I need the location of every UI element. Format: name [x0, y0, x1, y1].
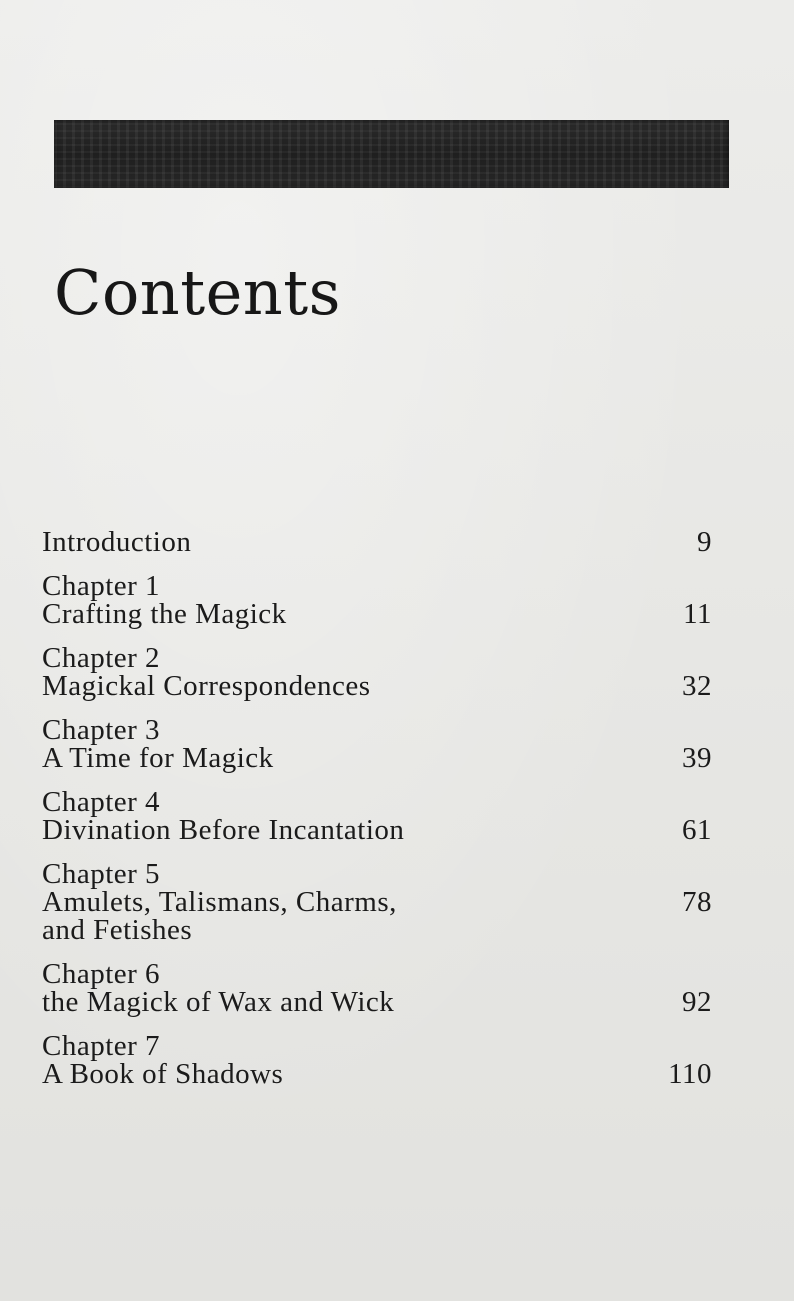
toc-entry-introduction: [42, 528, 718, 556]
page-number: 78: [682, 886, 712, 918]
entry-title: Crafting the Magick: [42, 598, 287, 630]
toc-entry-chapter-7: [42, 1032, 718, 1088]
toc-entry-chapter-5: [42, 860, 718, 944]
entry-title: A Book of Shadows: [42, 1058, 284, 1090]
chapter-label: Chapter 7: [42, 1030, 161, 1062]
toc-entry-chapter-4: [42, 788, 718, 844]
page-number: 39: [682, 742, 712, 774]
table-of-contents: [42, 528, 718, 1104]
chapter-label: Chapter 6: [42, 958, 161, 990]
decorative-banner: [54, 120, 729, 188]
entry-title: A Time for Magick: [42, 742, 274, 774]
page-number: 61: [682, 814, 712, 846]
entry-title: Magickal Correspondences: [42, 670, 371, 702]
entry-title: Amulets, Talismans, Charms,: [42, 886, 397, 918]
page-number: 9: [697, 526, 712, 558]
toc-entry-chapter-6: [42, 960, 718, 1016]
page-number: 92: [682, 986, 712, 1018]
chapter-label: Chapter 4: [42, 786, 161, 818]
page-number: 32: [682, 670, 712, 702]
toc-entry-chapter-1: [42, 572, 718, 628]
page-title: Contents: [54, 256, 341, 329]
entry-title: Divination Before Incantation: [42, 814, 405, 846]
page-number: 11: [683, 598, 712, 630]
chapter-label: Chapter 5: [42, 858, 161, 890]
entry-title: Introduction: [42, 526, 192, 558]
chapter-label: Chapter 3: [42, 714, 161, 746]
entry-title-continued: and Fetishes: [42, 914, 193, 946]
page-number: 110: [668, 1058, 712, 1090]
entry-title: the Magick of Wax and Wick: [42, 986, 395, 1018]
toc-entry-chapter-2: [42, 644, 718, 700]
toc-entry-chapter-3: [42, 716, 718, 772]
chapter-label: Chapter 1: [42, 570, 161, 602]
chapter-label: Chapter 2: [42, 642, 161, 674]
